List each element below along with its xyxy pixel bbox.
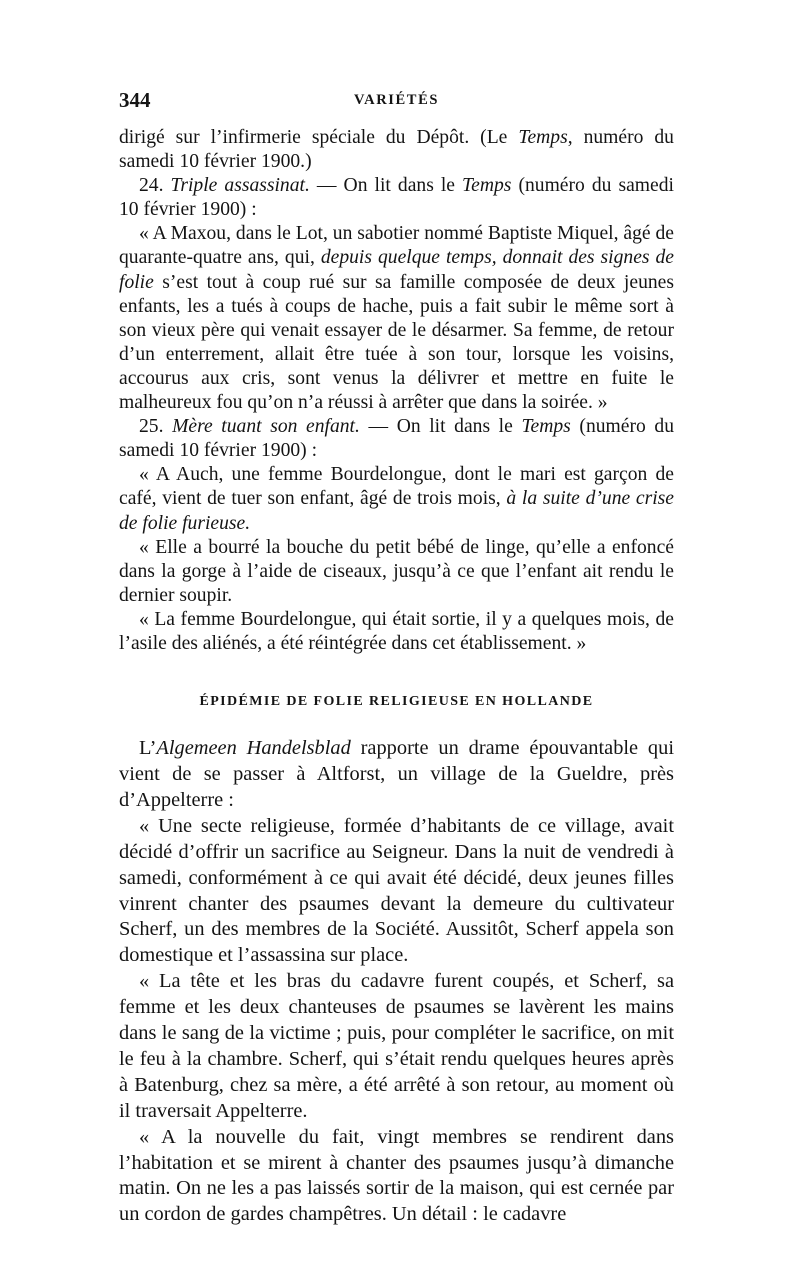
book-page — [119, 88, 674, 1228]
case-reports — [119, 126, 674, 656]
newspaper-title: Algemeen Handelsblad — [156, 737, 351, 760]
case-24-intro: 24. Triple assassinat. — On lit dans le Temps (numéro du samedi 10 février 1900) : — [119, 175, 674, 221]
section-lead: L’Algemeen Handelsblad rapporte un drame épouvantable qui vient de se passer à Altforst, un village de la Gueldre, près d’Appelterre : — [119, 737, 674, 811]
case-24-quote: « A Maxou, dans le Lot, un sabotier nommé Baptiste Miquel, âgé de quarante-quatre ans, qui, depuis quelque temps, donnait des signes de folie s’est tout à coup rué sur sa famille composée de deux jeunes enfants, les a tués à coups de hache, puis a fait subir le même sort à son vieux père qui venait essayer de le désarmer. Sa femme, de retour d’un enterrement, allait être tuée à son tour, lorsque les voisins, accourus aux cris, sont venus la délivrer et mettre en fuite le malheureux fou qu’on n’a réussi à arrêter que dans la soirée. » — [119, 223, 675, 414]
page-number: 344 — [119, 88, 151, 112]
section-body — [119, 736, 674, 1228]
case-25-intro: 25. Mère tuant son enfant. — On lit dans le Temps (numéro du samedi 10 février 1900) : — [119, 416, 674, 462]
case-25-quote-2: « Elle a bourré la bouche du petit bébé de linge, qu’elle a enfoncé dans la gorge à l’aide de ciseaux, jusqu’à ce que l’enfant ait rendu le dernier soupir. — [119, 536, 674, 606]
case-25-title: Mère tuant son enfant. — [172, 416, 360, 438]
paragraph-continuation: dirigé sur l’infirmerie spéciale du Dépôt. (Le Temps, numéro du samedi 10 février 1900.) — [119, 127, 674, 173]
case-25-quote-3: « La femme Bourdelongue, qui était sortie, il y a quelques mois, de l’asile des aliénés, a été réintégrée dans cet établissement. » — [119, 608, 674, 654]
section-heading: ÉPIDÉMIE DE FOLIE RELIGIEUSE EN HOLLANDE — [199, 694, 594, 710]
case-24-title: Triple assassinat. — [170, 175, 310, 197]
section-quote-2: « La tête et les bras du cadavre furent coupés, et Scherf, sa femme et les deux chanteuses de psaumes se lavèrent les mains dans le sang de la victime ; puis, pour compléter le sacrifice, on mit le feu à la chambre. Scherf, qui s’était rendu quelques heures après à Batenburg, chez sa mère, a été arrêté à son retour, au moment où il traversait Appelterre. — [119, 970, 674, 1122]
case-25-quote-1: « A Auch, une femme Bourdelongue, dont le mari est garçon de café, vient de tuer son enfant, âgé de trois mois, à la suite d’une crise de folie furieuse. — [119, 464, 674, 534]
running-title: VARIÉTÉS — [353, 92, 440, 108]
section-quote-1: « Une secte religieuse, formée d’habitants de ce village, avait décidé d’offrir un sacrifice au Seigneur. Dans la nuit de vendredi à samedi, conformément à ce qui avait été décidé, deux jeunes filles vinrent chanter des psaumes devant la demeure du cultivateur Scherf, un des membres de la Société. Aussitôt, Scherf appela son domestique et l’assassina sur place. — [119, 814, 674, 967]
running-head — [119, 88, 674, 118]
section-quote-3: « A la nouvelle du fait, vingt membres se rendirent dans l’habitation et se mirent à chanter des psaumes jusqu’à dimanche matin. On ne les a pas laissés sortir de la maison, qui est cernée par un cordon de gardes champêtres. Un détail : le cadavre — [119, 1125, 674, 1226]
